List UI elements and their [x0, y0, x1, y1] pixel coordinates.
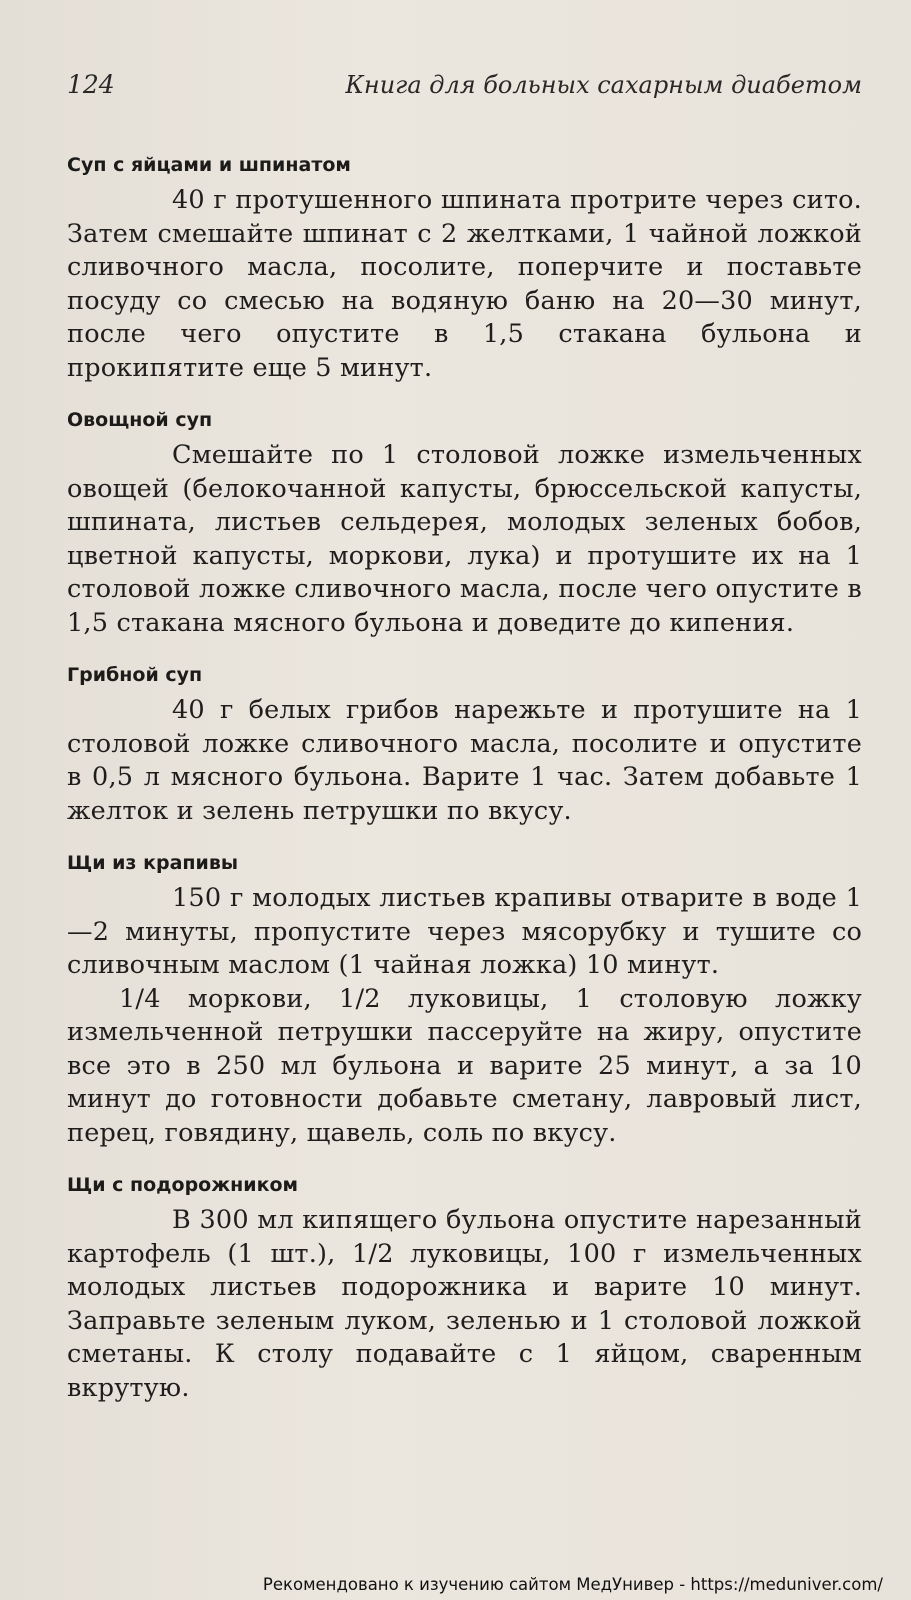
recipe-title: Щи с подорожником — [67, 1174, 299, 1196]
recipe-paragraph: 150 г молодых листьев крапивы отварите в воде 1—2 минуты, пропустите через мясорубку и тушите со сливочным маслом (1 чайная ложка) 10 минут. — [67, 883, 862, 980]
footer-note: Рекомендовано к изучению сайтом МедУнивер - https://meduniver.com/ — [262, 1575, 883, 1594]
recipe-paragraph: 1/4 моркови, 1/2 луковицы, 1 столовую ложку измельченной петрушки пассеруйте на жиру, опустите все это в 250 мл бульона и варите 25 минут, а за 10 минут до готовности добавьте сметану, лавровый лист, перец, говядину, щавель, соль по вкусу. — [67, 983, 862, 1148]
page-number: 124 — [67, 70, 115, 99]
page-content — [67, 152, 862, 1427]
recipe-paragraph: Смешайте по 1 столовой ложке измельченных овощей (белокочанной капусты, брюссельской капусты, шпината, листьев сельдерея, молодых зеленых бобов, цветной капусты, моркови, лука) и протушите их на 1 столовой ложке сливочного масла, после чего опустите в 1,5 стакана мясного бульона и доведите до кипения. — [67, 440, 862, 638]
page-header — [67, 70, 862, 110]
running-title: Книга для больных сахарным диабетом — [345, 71, 862, 99]
recipe-section — [67, 662, 862, 828]
recipe-paragraph: В 300 мл кипящего бульона опустите нарезанный картофель (1 шт.), 1/2 луковицы, 100 г измельченных молодых листьев подорожника и варите 10 минут. Заправьте зеленым луком, зеленью и 1 столовой ложкой сметаны. К столу подавайте с 1 яйцом, сваренным вкрутую. — [67, 1205, 862, 1403]
recipe-paragraph: 40 г белых грибов нарежьте и протушите на 1 столовой ложке сливочного масла, посолите и опустите в 0,5 л мясного бульона. Варите 1 час. Затем добавьте 1 желток и зелень петрушки по вкусу. — [67, 695, 862, 826]
recipe-title: Щи из крапивы — [67, 852, 239, 874]
recipe-title: Грибной суп — [67, 664, 203, 686]
recipe-paragraph: 40 г протушенного шпината протрите через сито. Затем смешайте шпинат с 2 желтками, 1 чайной ложкой сливочного масла, посолите, поперчите и поставьте посуду со смесью на водяную баню на 20—30 минут, после чего опустите в 1,5 стакана бульона и прокипятите еще 5 минут. — [67, 185, 862, 383]
recipe-title: Суп с яйцами и шпинатом — [67, 154, 351, 176]
recipe-section — [67, 1172, 862, 1405]
recipe-title: Овощной суп — [67, 409, 213, 431]
recipe-section — [67, 152, 862, 385]
recipe-section — [67, 850, 862, 1150]
recipe-section — [67, 407, 862, 640]
